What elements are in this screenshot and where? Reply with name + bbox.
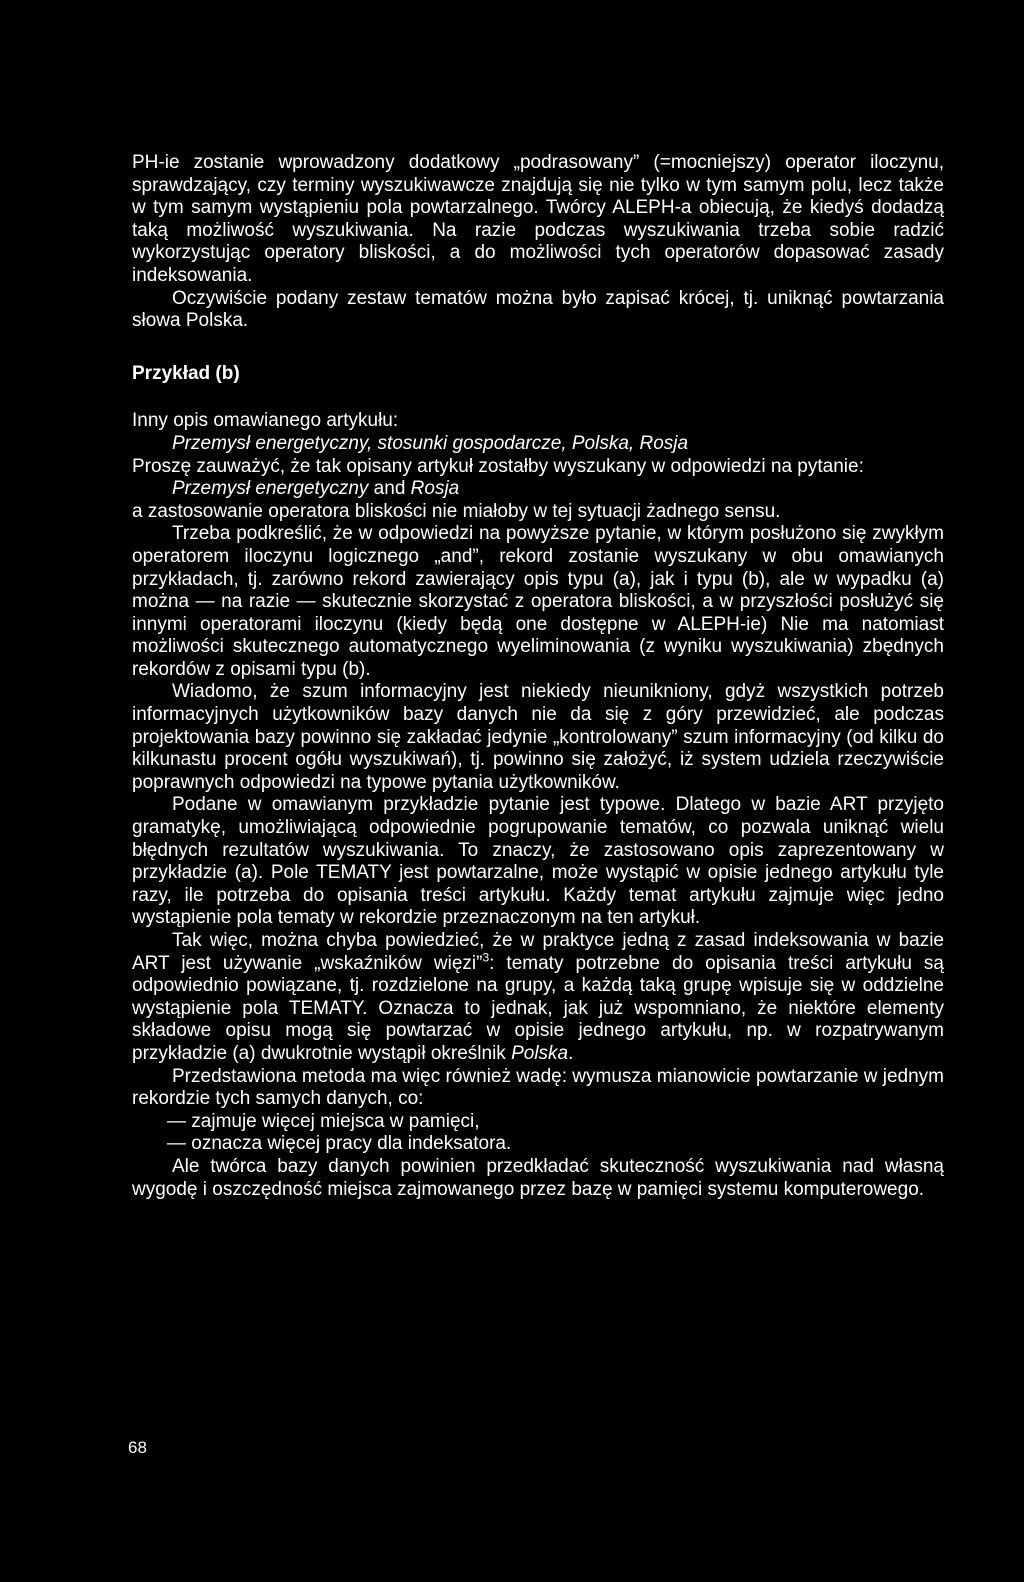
paragraph: Trzeba podkreślić, że w odpowiedzi na powyższe pytanie, w którym posłużono się zwykłym operatorem iloczynu logicznego „and”, rekord zostanie wyszukany w obu omawianych przykładach, tj. zarówno rekord zawierający opis typu (a), jak i typu (b), ale w wypadku (a) można — na razie — skutecznie skorzystać z operatora bliskości, a w przyszłości posłużyć się innymi operatorami iloczynu (kiedy będą one dostępne w ALEPH-ie) Nie ma natomiast możliwości skutecznego automatycznego wyeliminowania (z wyniku wyszukiwania) zbędnych rekordów z opisami typu (b). [132,523,944,680]
section-heading: Przykład (b) [132,362,240,384]
page-body [132,152,944,1201]
text-run: Tak więc, można chyba powiedzieć, że w praktyce jedną z zasad indeksowania w bazie ART jest używanie „wskaźników więzi” [132,930,944,974]
text-run: : tematy potrzebne do opisania treści artykułu są odpowiednio powiązane, tj. rozdzielone na grupy, a każdą taką grupę wpisuje się w oddzielne wystąpienie pola TEMATY. Oznacza to jednak, jak już wspomniano, że niektóre elementy składowe opisu mogą się powtarzać w opisie jednego artykułu, np. w rozpatrywanym przykładzie (a) dwukrotnie wystąpił określnik [132,952,944,1064]
query-term: Przemysł energetyczny [172,478,369,500]
query-term: Rosja [410,478,460,500]
page-number: 68 [128,1438,147,1457]
text-run: . [568,1042,574,1064]
dash-list-item: — oznacza więcej pracy dla indeksatora. [167,1133,512,1155]
paragraph: Oczywiście podany zestaw tematów można było zapisać krócej, tj. uniknąć powtarzania słowa Polska. [132,287,944,332]
italic-term: Polska [511,1042,569,1064]
paragraph: Ale twórca bazy danych powinien przedkładać skuteczność wyszukiwania nad własną wygodę i oszczędność miejsca zajmowanego przez bazę w pamięci systemu komputerowego. [132,1155,944,1200]
example-description: Przemysł energetyczny, stosunki gospodarcze, Polska, Rosja [172,432,689,454]
query-operator: and [368,478,411,500]
paragraph: Inny opis omawianego artykułu: [132,410,399,432]
paragraph: PH-ie zostanie wprowadzony dodatkowy „podrasowany” (=mocniejszy) operator iloczynu, sprawdzający, czy terminy wyszukiwawcze znajdują się nie tylko w tym samym polu, lecz także w tym samym wystąpieniu pola powtarzalnego. Twórcy ALEPH-a obiecują, że kiedyś dodadzą taką możliwość wyszukiwania. Na razie podczas wyszukiwania trzeba sobie radzić wykorzystując operatory bliskości, a do możliwości tych operatorów dopasować zasady indeksowania. [132,152,944,286]
dash-list-item: — zajmuje więcej miejsca w pamięci, [167,1110,480,1132]
paragraph: a zastosowanie operatora bliskości nie miałoby w tej sytuacji żadnego sensu. [132,500,781,522]
example-query [132,478,944,501]
footnote-ref: 3 [482,950,490,965]
paragraph: Podane w omawianym przykładzie pytanie jest typowe. Dlatego w bazie ART przyjęto gramatykę, umożliwiającą odpowiednie pogrupowanie tematów, co pozwala uniknąć wielu błędnych rezultatów wyszukiwania. To znaczy, że zastosowano opis zaprezentowany w przykładzie (a). Pole TEMATY jest powtarzalne, może wystąpić w opisie jednego artykułu tyle razy, ile potrzeba do opisania treści artykułu. Każdy temat artykułu zajmuje więc jedno wystąpienie pola tematy w rekordzie przeznaczonym na ten artykuł. [132,794,944,929]
paragraph: Proszę zauważyć, że tak opisany artykuł zostałby wyszukany w odpowiedzi na pytanie: [132,455,864,477]
paragraph: Przedstawiona metoda ma więc również wadę: wymusza mianowicie powtarzanie w jednym rekordzie tych samych danych, co: [132,1065,944,1110]
paragraph [132,930,944,1066]
paragraph: Wiadomo, że szum informacyjny jest niekiedy nieunikniony, gdyż wszystkich potrzeb informacyjnych użytkowników bazy danych nie da się z góry przewidzieć, ale podczas projektowania bazy powinno się zakładać jedynie „kontrolowany” szum informacyjny (od kilku do kilkunastu procent ogółu wyszukiwań), tj. powinno się założyć, iż system udziela rzeczywiście poprawnych odpowiedzi na typowe pytania użytkowników. [132,681,944,793]
